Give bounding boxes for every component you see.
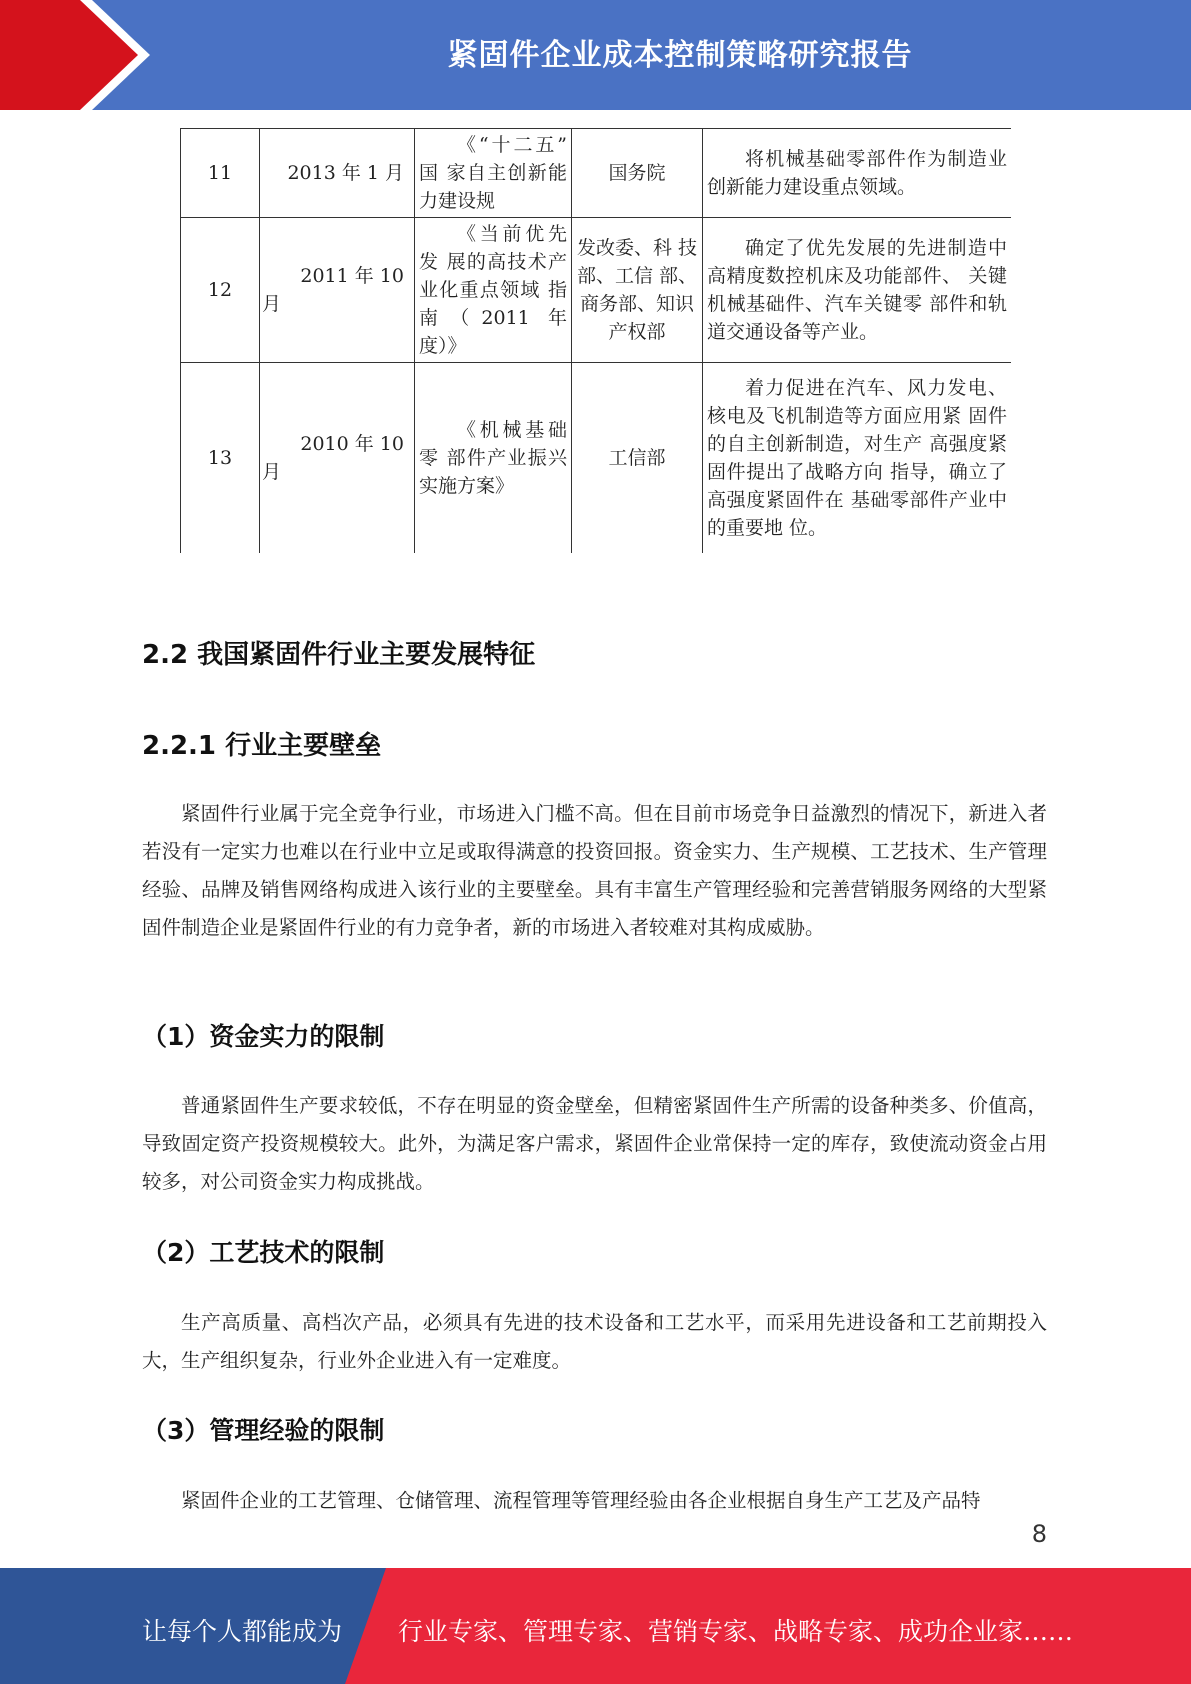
policy-table <box>180 128 1011 553</box>
row-document: 《机械基础零 部件产业振兴 实施方案》 <box>415 363 572 553</box>
heading-tech-limit: （2）工艺技术的限制 <box>142 1238 385 1267</box>
row-content: 将机械基础零部件作为制造业创新能力建设重点领域。 <box>703 129 1012 218</box>
page-header <box>0 0 1191 110</box>
row-number: 11 <box>181 129 260 218</box>
row-content: 确定了优先发展的先进制造中高精度数控机床及功能部件、 关键机械基础件、汽车关键零 部件和轨道交通设备等产业。 <box>703 218 1012 363</box>
row-date: 2011 年 10 月 <box>260 218 415 363</box>
page-number: 8 <box>1031 1520 1047 1548</box>
page-footer <box>0 1568 1191 1684</box>
row-issuer: 发改委、科 技部、工信 部、商务部、知识产权部 <box>572 218 703 363</box>
row-number: 13 <box>181 363 260 553</box>
section-heading: 2.2 我国紧固件行业主要发展特征 <box>142 640 536 670</box>
table-row <box>181 363 1012 553</box>
paragraph-capital: 普通紧固件生产要求较低，不存在明显的资金壁垒，但精密紧固件生产所需的设备种类多、价值高，导致固定资产投资规模较大。此外，为满足客户需求，紧固件企业常保持一定的库存，致使流动资金占用较多，对公司资金实力构成挑战。 <box>142 1094 1047 1193</box>
row-document: 《当前优先发 展的高技术产业化重点领域 指南（2011 年度）》 <box>415 218 572 363</box>
subsection-heading: 2.2.1 行业主要壁垒 <box>142 731 382 761</box>
row-issuer: 国务院 <box>572 129 703 218</box>
heading-mgmt-limit: （3）管理经验的限制 <box>142 1416 385 1445</box>
row-number: 12 <box>181 218 260 363</box>
paragraph-intro: 紧固件行业属于完全竞争行业，市场进入门槛不高。但在目前市场竞争日益激烈的情况下，新进入者若没有一定实力也难以在行业中立足或取得满意的投资回报。资金实力、生产规模、工艺技术、生产管理经验、品牌及销售网络构成进入该行业的主要壁垒。具有丰富生产管理经验和完善营销服务网络的大型紧固件制造企业是紧固件行业的有力竞争者，新的市场进入者较难对其构成威胁。 <box>142 802 1047 939</box>
footer-slogan-right: 行业专家、管理专家、营销专家、战略专家、成功企业家…… <box>398 1617 1074 1646</box>
table-row <box>181 218 1012 363</box>
table-row <box>181 129 1012 218</box>
footer-slogan-left: 让每个人都能成为 <box>142 1617 343 1646</box>
row-date: 2010 年 10 月 <box>260 363 415 553</box>
row-document: 《“十二五” 国 家自主创新能 力建设规 <box>415 129 572 218</box>
heading-capital-limit: （1）资金实力的限制 <box>142 1022 385 1051</box>
report-title: 紧固件企业成本控制策略研究报告 <box>447 38 913 73</box>
paragraph-tech: 生产高质量、高档次产品，必须具有先进的技术设备和工艺水平，而采用先进设备和工艺前期投入大，生产组织复杂，行业外企业进入有一定难度。 <box>142 1311 1047 1372</box>
row-date: 2013 年 1 月 <box>260 129 415 218</box>
row-issuer: 工信部 <box>572 363 703 553</box>
row-content: 着力促进在汽车、风力发电、核电及飞机制造等方面应用紧 固件的自主创新制造，对生产 高强度紧固件提出了战略方向 指导，确立了高强度紧固件在 基础零部件产业中的重要地 位。 <box>703 363 1012 553</box>
paragraph-mgmt: 紧固件企业的工艺管理、仓储管理、流程管理等管理经验由各企业根据自身生产工艺及产品特 <box>181 1489 981 1512</box>
